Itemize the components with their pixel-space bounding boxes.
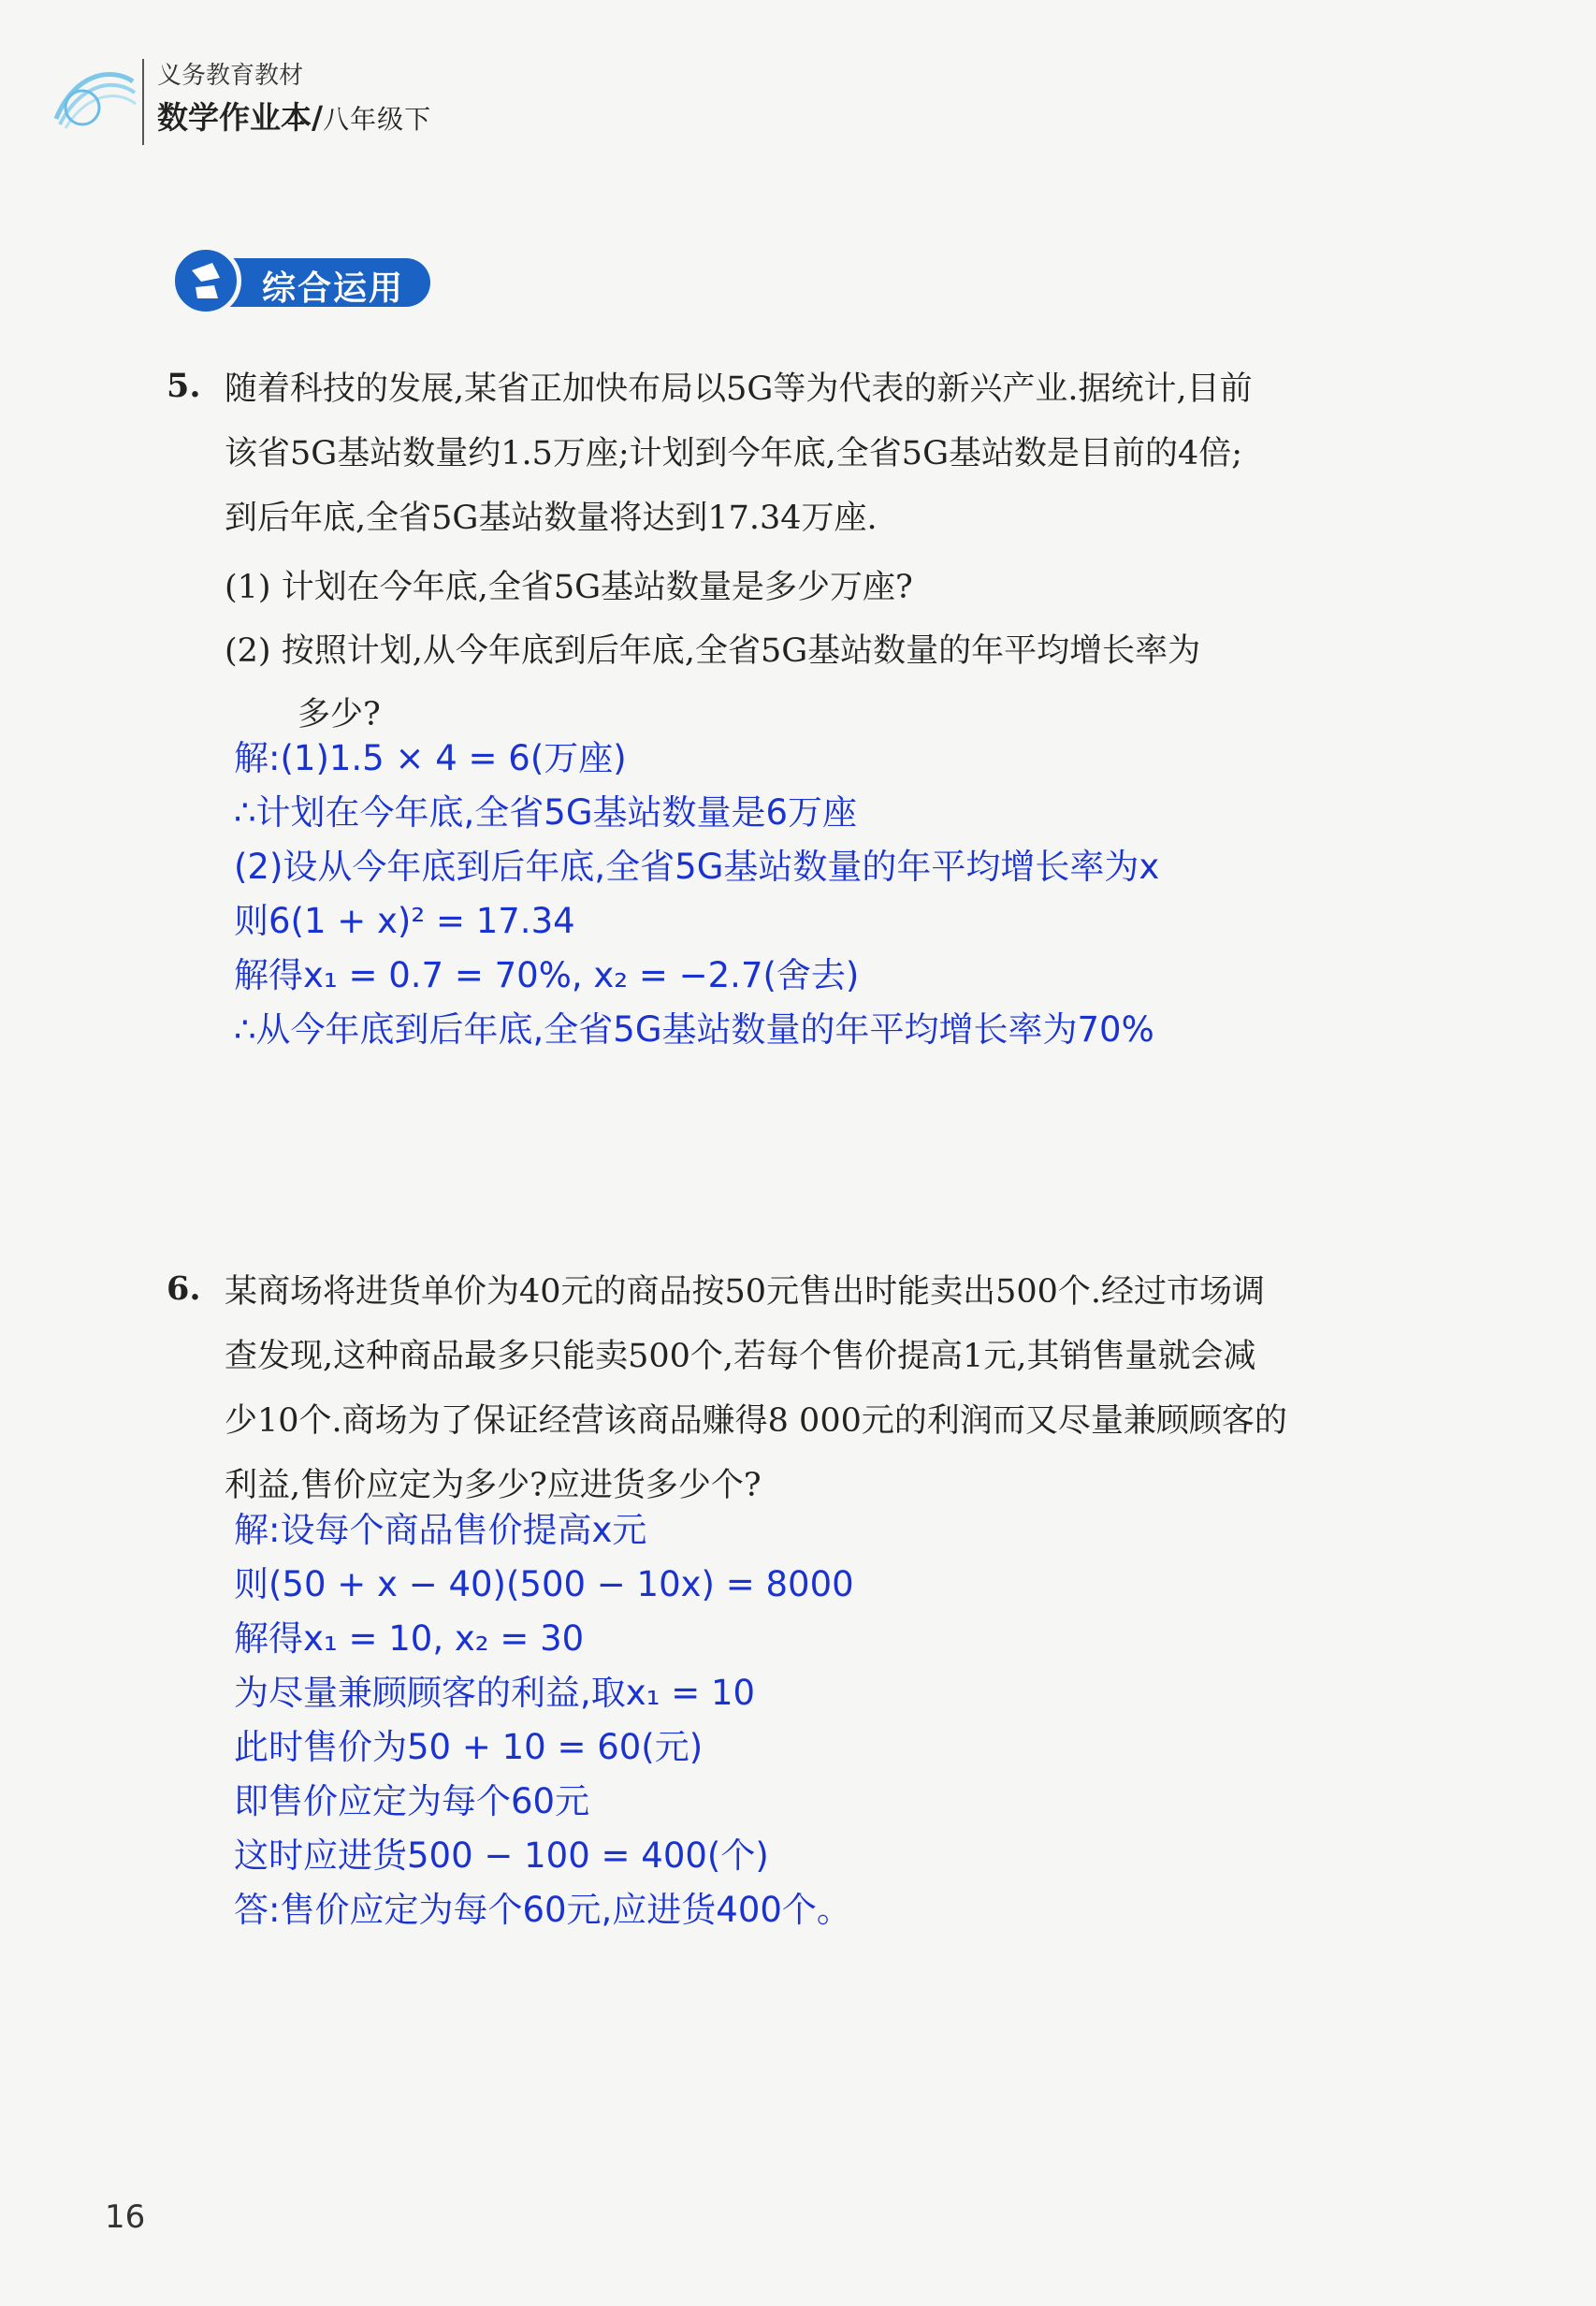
answer-6-line-3: 解得x₁ = 10, x₂ = 30: [234, 1618, 585, 1659]
question-5-sub-1: (1) 计划在今年底,全省5G基站数量是多少万座?: [225, 569, 913, 606]
question-5-line-3: 到后年底,全省5G基站数量将达到17.34万座.: [225, 500, 878, 537]
answer-6-line-6: 即售价应定为每个60元: [234, 1781, 590, 1821]
answer-5-line-5: 解得x₁ = 0.7 = 70%, x₂ = −2.7(舍去): [234, 955, 860, 995]
answer-6-line-4: 为尽量兼顾顾客的利益,取x₁ = 10: [234, 1673, 756, 1713]
question-6-line-1: 某商场将进货单价为40元的商品按50元售出时能卖出500个.经过市场调: [225, 1273, 1266, 1311]
grade-label: 八年级下: [323, 104, 432, 135]
question-5-sub-2-line-1: (2) 按照计划,从今年底到后年底,全省5G基站数量的年平均增长率为: [225, 632, 1201, 670]
answer-6-line-7: 这时应进货500 − 100 = 400(个): [234, 1835, 769, 1876]
section-heading: [170, 245, 470, 318]
section-badge-icon: [170, 245, 241, 316]
question-6-line-4: 利益,售价应定为多少?应进货多少个?: [225, 1467, 762, 1504]
question-6-number: 6.: [167, 1269, 201, 1308]
question-5-line-1: 随着科技的发展,某省正加快布局以5G等为代表的新兴产业.据统计,目前: [225, 370, 1253, 408]
header-divider: [142, 59, 144, 145]
series-name: 义务教育教材: [157, 62, 304, 90]
answer-5-line-2: ∴计划在今年底,全省5G基站数量是6万座: [234, 792, 858, 833]
answer-5-line-3: (2)设从今年底到后年底,全省5G基站数量的年平均增长率为x: [234, 847, 1160, 887]
answer-6-line-5: 此时售价为50 + 10 = 60(元): [234, 1727, 704, 1767]
publisher-logo-icon: [47, 63, 140, 138]
answer-5-line-4: 则6(1 + x)² = 17.34: [234, 901, 575, 941]
book-title: [157, 94, 431, 138]
question-6-line-3: 少10个.商场为了保证经营该商品赚得8 000元的利润而又尽量兼顾顾客的: [225, 1402, 1287, 1440]
answer-6-line-8: 答:售价应定为每个60元,应进货400个。: [234, 1890, 851, 1930]
section-heading-label: 综合运用: [262, 269, 405, 308]
answer-6-line-1: 解:设每个商品售价提高x元: [234, 1510, 647, 1550]
question-5-number: 5.: [167, 367, 201, 405]
page-number: 16: [105, 2198, 146, 2236]
answer-5-line-6: ∴从今年底到后年底,全省5G基站数量的年平均增长率为70%: [234, 1009, 1154, 1050]
question-5-line-2: 该省5G基站数量约1.5万座;计划到今年底,全省5G基站数是目前的4倍;: [225, 435, 1243, 472]
question-5-sub-2-line-2: 多少?: [297, 696, 381, 733]
question-6-line-2: 查发现,这种商品最多只能卖500个,若每个售价提高1元,其销售量就会减: [225, 1338, 1256, 1375]
answer-5-line-1: 解:(1)1.5 × 4 = 6(万座): [234, 738, 627, 778]
book-title-text: 数学作业本/: [157, 99, 324, 136]
answer-6-line-2: 则(50 + x − 40)(500 − 10x) = 8000: [234, 1564, 854, 1604]
